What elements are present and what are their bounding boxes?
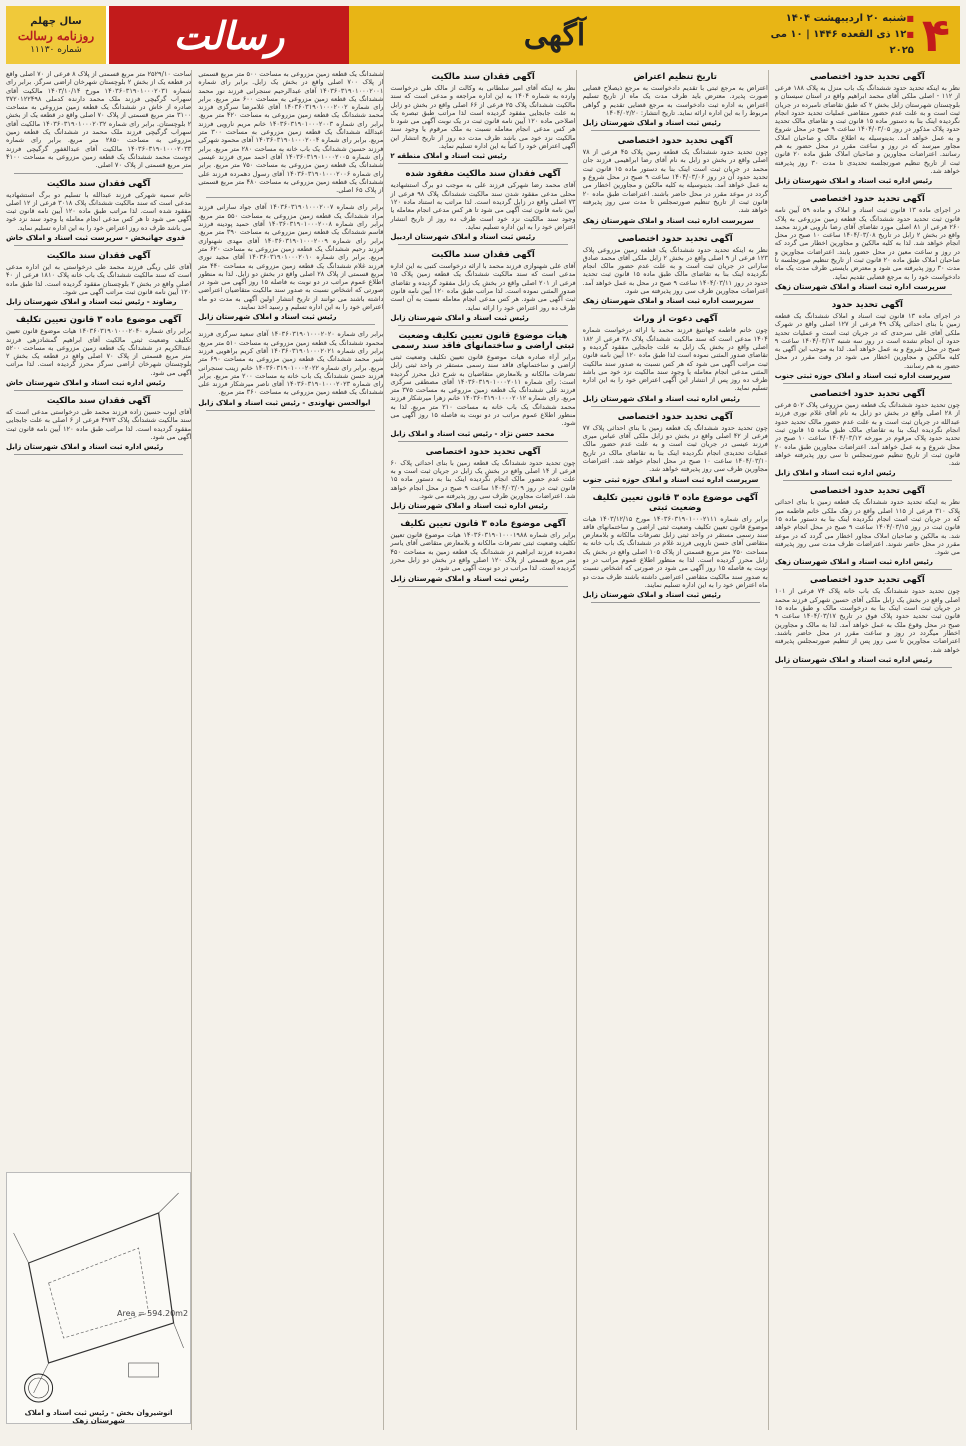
ad-body: برابر آراء صادره هیات موضوع قانون تعیین تکلیف وضعیت ثبتی اراضی و ساختمانهای فاقد سند رسمی مستقر در واحد ثبتی زابل تصرفات مالکانه و بلامعارض متقاضیان به شرح ذیل محرز گردیده است: رای شماره ۱۴۰۳۶۰۳۱۹۰۱۰۰۰۲۰۱۱ آقای مصطفی سرگزی فرزند علی ششدانگ یک قطعه زمین مزروعی به مساحت ۳۷۵ متر مربع. رای شماره ۱۴۰۳۶۰۳۱۹۰۱۰۰۰۲۰۱۲ خانم زهرا میرشکار فرزند محمد ششدانگ یک باب خانه به مساحت ۲۱۰ متر مربع. لذا به منظور اطلاع عموم مراتب در دو نوبت به فاصله ۱۵ روز آگهی می شود.	[390, 352, 576, 428]
ad-title: آگهی موضوع ماده ۳ قانون تعیین تکلیف	[400, 519, 566, 530]
ad-divider	[591, 406, 760, 407]
ad-body: خانم سمیه شهرکی فرزند عبدالله با تسلیم دو برگ استشهادیه مدعی است که سند مالکیت ششدانگ پلاک ۳۰۱۸ فرعی از ۱۲ اصلی مفقود شده است. لذا مراتب طبق ماده ۱۲۰ آیین نامه قانون ثبت آگهی می شود تا هر کس مدعی انجام معامله یا وجود سند نزد خود می باشد ظرف ده روز اعتراض خود را به این اداره تسلیم نماید.	[5, 190, 192, 232]
small-logo: روزنامه رسالت	[17, 28, 95, 43]
ad-signature: سرپرست اداره ثبت اسناد و املاک حوزه ثبتی جنوب	[774, 372, 951, 381]
ad-block	[198, 330, 383, 410]
ad-divider	[398, 163, 567, 164]
ad-block	[775, 194, 960, 295]
ad-body: برابر رای شماره ۱۴۰۳۶۰۳۱۹۰۱۰۰۰۲۰۴۰ هیات موضوع قانون تعیین تکلیف وضعیت ثبتی مالکیت آقای ابراهیم گمشادزهی فرزند عبدالکریم در ششدانگ یک قطعه زمین مزروعی به مساحت ۵۲۰۰ متر مربع قسمتی از پلاک ۷۰ اصلی واقع در قطعه یک بخش ۲ بلوچستان شهرخان اراضی سرگز محرز گردیده است. لذا مراتب آگهی می شود.	[5, 327, 192, 377]
ad-title: آگهی تحدید حدود اختصاصی	[809, 389, 925, 400]
ad-body: نظر به اینکه تحدید حدود ششدانگ یک قطعه زمین با بنای احداثی پلاک ۳۱۰ فرعی از ۱۱۵ اصلی واقع در زهک ملکی خانم فاطمه میر که در جریان ثبت است انجام نگردیده اینک بنا به دستور ماده ۱۵ قانون ثبت در روز ۱۴۰۴/۰۳/۱۵ ساعت ۹ صبح در محل انجام خواهد شد. به مالکین و صاحبان املاک مجاور اخطار می گردد که در موعد مقرر در محل حاضر شوند. اعتراضات ظرف مدت سی روز پذیرفته می شود.	[774, 498, 960, 557]
ad-signature: رئیس اداره ثبت اسناد و املاک شهرستان زابل	[5, 443, 164, 452]
ad-divider	[783, 569, 952, 570]
ad-divider	[783, 188, 952, 189]
ad-signature: رئیس اداره ثبت اسناد و املاک شهرستان زابل	[390, 502, 548, 511]
ad-block	[6, 70, 191, 174]
ad-signature: سرپرست اداره ثبت اسناد و املاک شهرستان زهک	[582, 216, 754, 225]
column-4	[198, 70, 384, 1430]
ad-body: چون تحدید حدود ششدانگ یک قطعه زمین پلاک ۴۵ فرعی از ۷۸ اصلی واقع در بخش دو زابل به نام آقای رضا ابراهیمی فرزند جان محمد در جریان ثبت است اینک بنا به دستور ماده ۱۵ قانون ثبت تحدید حدود آن در روز ۱۴۰۴/۰۳/۰۶ ساعت ۹ صبح در محل شروع و به عمل خواهد آمد. بدینوسیله به کلیه مالکین و مجاورین اخطار می گردد در موعد مقرر در محل حاضر باشند. اعتراضات طبق ماده ۲۰ قانون ثبت از تاریخ تنظیم صورتمجلس تا مدت سی روز پذیرفته خواهد شد.	[582, 148, 768, 215]
ad-signature: رئیس اداره ثبت اسناد و املاک شهرستان زابل	[774, 655, 933, 664]
ad-divider	[14, 309, 183, 310]
ad-block	[775, 575, 960, 667]
ad-body: آقای محمد رضا شهرکی فرزند علی به موجب دو برگ استشهادیه محلی مدعی مفقود شدن سند مالکیت ششدانگ پلاک ۹۸ فرعی از ۷۳ اصلی واقع در زابل گردیده است. لذا مراتب به استناد ماده ۱۲۰ آیین نامه قانون ثبت آگهی می شود تا هر کس مدعی انجام معامله یا وجود سند مالکیت نزد خود است ظرف ده روز از تاریخ انتشار اعتراض خود را به این اداره تسلیم نماید.	[390, 181, 576, 231]
ad-title: آگهی موضوع ماده ۳ قانون تعیین تکلیف وضعیت ثبتی	[592, 492, 758, 513]
ad-block	[583, 136, 768, 228]
ad-signature: رئیس ثبت اسناد و املاک شهرستان زابل	[390, 574, 529, 583]
ad-divider	[206, 410, 375, 411]
ad-signature: رئیس ثبت اسناد و املاک منطقه ۲	[390, 152, 507, 161]
ad-block	[390, 331, 575, 442]
ad-signature: فدوی جهانبخش - سرپرست ثبت اسناد و املاک خاش	[5, 234, 186, 243]
ad-divider	[591, 228, 760, 229]
ad-signature: سرپرست اداره ثبت اسناد و املاک شهرستان زهک	[774, 282, 947, 291]
ad-title: آگهی فقدان سند مالکیت	[46, 178, 151, 189]
ad-signature: ابوالحسن نهاوندی - رئیس ثبت اسناد و املاک زابل	[198, 398, 371, 407]
ad-block	[775, 72, 960, 189]
ad-block	[198, 203, 383, 325]
ad-divider	[14, 454, 183, 455]
ad-body: آقای علی ریگی فرزند محمد طی درخواستی به این اداره مدعی است که سند مالکیت ششدانگ یک باب خانه پلاک ۱۸۱۰ فرعی از ۴۰ اصلی واقع در بخش ۲ بلوچستان مفقود گردیده است. لذا طبق ماده ۱۲۰ آیین نامه قانون ثبت مراتب آگهی می شود.	[5, 263, 192, 296]
section-label: آگهی	[523, 17, 586, 53]
ad-body: برابر رای شماره ۱۴۰۳۶۰۳۱۹۰۱۰۰۰۱۹۸۸ هیات موضوع قانون تعیین تکلیف وضعیت ثبتی تصرفات مالکانه و بلامعارض متقاضی آقای یاسر دهمرده فرزند ابراهیم در ششدانگ یک قطعه زمین به مساحت ۴۵۰ متر مربع قسمتی از پلاک ۱۲۰ اصلی واقع در بخش دو زابل محرز گردیده است. لذا مراتب در دو نوبت آگهی می شود.	[390, 531, 576, 573]
ad-title: آگهی فقدان سند مالکیت	[46, 396, 151, 407]
land-map-figure	[6, 1172, 191, 1424]
ad-signature: رئیس ثبت اسناد و املاک شهرستان اردبیل	[390, 233, 536, 242]
ad-body: ساحت ۲۵۲۹/۱۰ متر مربع قسمتی از پلاک ۸ فرعی از ۷۰ اصلی واقع در قطعه یک از بخش ۲ بلوچستان شهرخان اراضی سرگز. برابر رای شماره ۱۴۰۳۶۰۳۱۹۰۱۰۰۰۲۰۳۱ مورخ ۱۴۰۳/۱۰/۱۴ مالکیت آقای سهراب گرگیچی فرزند ملک محمد دارنده کدملی ۳۷۲۰۱۲۲۴۹۸ صادره از خاش در ششدانگ یک قطعه زمین مزروعی به مساحت ۳۱۰۰ متر مربع قسمتی از پلاک ۷۰ اصلی واقع در قطعه یک از بخش ۲ بلوچستان. برابر رای شماره ۱۴۰۳۶۰۳۱۹۰۱۰۰۰۲۰۳۲ مالکیت آقای سهراب گرگیچی فرزند ملک محمد در ششدانگ یک قطعه زمین مزروعی به مساحت ۲۸۵۰ متر مربع. برابر رای شماره ۱۴۰۳۶۰۳۱۹۰۱۰۰۰۲۰۳۳ مالکیت آقای عبدالغفور گرگیچی فرزند دوست محمد ششدانگ یک قطعه زمین مزروعی به مساحت ۴۱۰۰ متر مربع قسمتی از پلاک ۷۰ اصلی.	[5, 70, 192, 170]
ad-block	[583, 72, 768, 131]
ad-block	[775, 486, 960, 570]
masthead-small	[6, 6, 109, 64]
ad-title: آگهی تحدید حدود	[831, 299, 903, 310]
ad-divider	[591, 602, 760, 603]
ad-block	[6, 251, 191, 310]
ad-title: آگهی تحدید حدود اختصاصی	[617, 411, 733, 422]
ad-signature: سرپرست اداره ثبت اسناد و املاک حوزه ثبتی جنوب	[582, 475, 759, 484]
ad-body: چون تحدید حدود ششدانگ یک قطعه زمین با بنای احداثی پلاک ۶۰ فرعی از ۱۴ اصلی واقع در بخش یک زابل در جریان ثبت است و به علت عدم حضور مالک انجام نگردیده اینک بنا به دستور ماده ۱۵ قانون ثبت در روز ۱۴۰۴/۰۳/۰۹ ساعت ۹ صبح در محل انجام خواهد شد. اعتراضات مجاورین ظرف سی روز پذیرفته می شود.	[390, 458, 576, 500]
ad-divider	[591, 308, 760, 309]
ad-title: آگهی تحدید حدود اختصاصی	[809, 575, 925, 586]
ad-signature: رئیس ثبت اسناد و املاک شهرستان زابل	[390, 313, 529, 322]
ad-signature: رئیس ثبت اسناد و املاک شهرستان زابل	[198, 313, 337, 322]
ad-divider	[398, 441, 567, 442]
column-5	[6, 70, 192, 1430]
logo-text: رسالت	[173, 12, 285, 58]
ad-divider	[398, 325, 567, 326]
ad-title: آگهی فقدان سند مالکیت مفقود شده	[405, 169, 561, 180]
ad-title: آگهی تحدید حدود اختصاصی	[809, 486, 925, 497]
ad-body: برابر رای شماره ۱۴۰۳۶۰۳۱۹۰۱۰۰۰۲۰۰۷ آقای جواد سارانی فرزند مراد ششدانگ یک قطعه زمین مزروعی به مساحت ۵۵۰ متر مربع. برابر رای شماره ۱۴۰۳۶۰۳۱۹۰۱۰۰۰۲۰۰۸ آقای حمید پودینه فرزند قاسم ششدانگ یک قطعه زمین مزروعی به مساحت ۳۹۰ متر مربع. برابر رای شماره ۱۴۰۳۶۰۳۱۹۰۱۰۰۰۲۰۰۹ آقای مهدی شهنوازی فرزند رحیم ششدانگ یک قطعه زمین مزروعی به مساحت ۶۲۰ متر مربع. برابر رای شماره ۱۴۰۳۶۰۳۱۹۰۱۰۰۰۲۰۱۰ آقای مجید نوری فرزند غلام ششدانگ یک قطعه زمین مزروعی به مساحت ۴۴۰ متر مربع قسمتی از پلاک ۲۸ اصلی واقع در بخش دو زابل. لذا به منظور اطلاع عموم مراتب در دو نوبت به فاصله ۱۵ روز آگهی می شود در صورتی که اشخاص نسبت به صدور سند مالکیت متقاضیان اعتراضی داشته باشند می توانند از تاریخ انتشار اولین آگهی به مدت دو ماه اعتراض خود را به این اداره تسلیم و رسید اخذ نمایند.	[198, 203, 384, 312]
parcel-map	[7, 1173, 190, 1423]
ad-divider	[783, 480, 952, 481]
ad-body: نظر به اینکه تحدید حدود ششدانگ یک باب منزل به پلاک ۱۸۸ فرعی از ۱۱۲ - اصلی ملکی آقای محمد ابراهیم واقع در استان سیستان و بلوچستان شهرستان زابل بخش ۲ که طبق تقاضای نامبرده در جریان ثبت است و به علت عدم حضور متقاضی عملیات تحدید حدود انجام نگردیده اینک بنا به دستور ماده ۱۵ قانون ثبت و تقاضای مالک تحدید حدود پلاک مذکور در روز ۱۴۰۴/۰۳/۰۵ ساعت ۹ صبح در محل شروع و به عمل خواهد آمد. بدینوسیله به اطلاع مالک و صاحبان املاک مجاور میرسد که در روز و ساعت مقرر در محل حضور به هم رسانند. اعتراضات مجاورین و صاحبان املاک طبق ماده ۲۰ قانون ثبت از تاریخ تنظیم صورتجلسه تحدیدی تا مدت ۳۰ روز پذیرفته خواهد شد.	[774, 84, 960, 175]
ad-body: ششدانگ یک قطعه زمین مزروعی به مساحت ۵۰۰ متر مربع قسمتی از پلاک ۷۰۰ اصلی واقع در بخش یک زابل. برابر رای شماره ۱۴۰۳۶۰۳۱۹۰۱۰۰۰۲۰۰۱ آقای عبدالرحیم سنجرانی فرزند نور محمد ششدانگ یک قطعه زمین مزروعی به مساحت ۶۰۰ متر مربع. برابر رای شماره ۱۴۰۳۶۰۳۱۹۰۱۰۰۰۲۰۰۲ آقای غلامرضا سرگزی فرزند محمد ششدانگ یک قطعه زمین مزروعی به مساحت ۴۲۰ متر مربع. برابر رای شماره ۱۴۰۳۶۰۳۱۹۰۱۰۰۰۲۰۰۳ خانم مریم نارویی فرزند عبدالله ششدانگ یک قطعه زمین مزروعی به مساحت ۳۰۰ متر مربع. برابر رای شماره ۱۴۰۳۶۰۳۱۹۰۱۰۰۰۲۰۰۴ آقای محمود شهرکی فرزند حسین ششدانگ یک باب خانه به مساحت ۲۸۰ متر مربع. برابر رای شماره ۱۴۰۳۶۰۳۱۹۰۱۰۰۰۲۰۰۵ آقای احمد میری فرزند عیسی ششدانگ یک قطعه زمین مزروعی به مساحت ۷۵۰ متر مربع. برابر رای شماره ۱۴۰۳۶۰۳۱۹۰۱۰۰۰۲۰۰۶ آقای رسول دهمرده فرزند علی ششدانگ یک قطعه زمین مزروعی به مساحت ۴۸۰ متر مربع قسمتی از پلاک ۶۵ اصلی.	[198, 70, 384, 195]
newspaper-page	[0, 6, 966, 1446]
ad-block	[390, 72, 575, 164]
ad-title: آگهی تحدید حدود اختصاصی	[425, 446, 541, 457]
ad-title: آگهی فقدان سند مالکیت	[431, 250, 535, 261]
ad-divider	[591, 487, 760, 488]
ad-body: چون تحدید حدود ششدانگ یک قطعه زمین با بنای احداثی پلاک ۷۷ فرعی از ۴۲ اصلی واقع در بخش دو زابل ملکی آقای عباس میری فرزند عیسی در جریان ثبت است و به علت عدم حضور مالک عملیات تحدیدی انجام نگردیده اینک بنا به تقاضای مالک در تاریخ ۱۴۰۴/۰۳/۱۰ ساعت ۱۰ صبح در محل انجام خواهد شد. اعتراضات مجاورین ظرف سی روز پذیرفته خواهد شد.	[582, 423, 768, 474]
ad-body: نظر به اینکه تحدید حدود ششدانگ یک قطعه زمین مزروعی پلاک ۱۲۳ فرعی از ۹ اصلی واقع در بخش ۲ زابل ملکی آقای محمد صادق سارانی در جریان ثبت است و به علت عدم حضور مالک انجام نگردیده اینک بنا به تقاضای مالک طبق ماده ۱۵ قانون ثبت تحدید حدود در روز ۱۴۰۴/۰۳/۱۱ ساعت ۹ صبح در محل به عمل خواهد آمد. اعتراضات مجاورین ظرف سی روز پذیرفته می شود.	[582, 245, 768, 296]
ad-block	[390, 447, 575, 514]
ad-body: چون خانم فاطمه جهانتیغ فرزند محمد با ارائه درخواست شماره ۱۴۰۴ مدعی است که سند مالکیت ششدانگ پلاک ۳۸ فرعی از ۱۸۲ اصلی واقع در بخش یک زابل به علت جابجایی مفقود گردیده و تقاضای صدور المثنی نموده است لذا طبق ماده ۱۲۰ آیین نامه قانون ثبت مراتب آگهی می شود که هر کس نسبت به صدور سند مالکیت المثنی مدعی انجام معامله یا وجود سند مالکیت نزد خود می باشد ظرف ده روز پس از انتشار این آگهی اعتراض خود را به این اداره تسلیم نماید.	[582, 326, 768, 393]
ad-block	[775, 389, 960, 481]
ad-divider	[783, 294, 952, 295]
ad-block	[583, 493, 768, 604]
ad-block	[390, 519, 575, 586]
ad-block	[390, 169, 575, 245]
section-title	[349, 6, 760, 64]
ad-title: آگهی دعوت از وراث	[632, 314, 718, 325]
ad-title: آگهی موضوع ماده ۳ قانون تعیین تکلیف	[16, 315, 182, 326]
ad-block	[583, 412, 768, 488]
ad-divider	[398, 244, 567, 245]
ad-title: آگهی تحدید حدود اختصاصی	[617, 136, 733, 147]
ad-title: آگهی تحدید حدود اختصاصی	[809, 72, 925, 82]
ad-body: چون تحدید حدود ششدانگ یک باب خانه پلاک ۷۴ فرعی از ۱۰۱ اصلی واقع در بخش یک زابل ملکی آقای حسین شهرکی فرزند محمد در جریان ثبت است اینک بنا به درخواست مالک و طبق ماده ۱۵ قانون ثبت تحدید حدود پلاک فوق در تاریخ ۱۴۰۴/۰۳/۱۷ ساعت ۹ صبح در محل وقوع ملک به عمل خواهد آمد. لذا به مالک و مجاورین اخطار میگردد در روز و ساعت مقرر در محل حاضر باشند. اعتراضات مجاورین تا سی روز پس از تنظیم صورتمجلس پذیرفته خواهد شد.	[774, 587, 960, 654]
ad-divider	[591, 130, 760, 131]
ad-divider	[206, 324, 375, 325]
ad-signature: محمد حسن نژاد - رئیس ثبت اسناد و املاک زابل	[390, 429, 555, 438]
ad-divider	[398, 513, 567, 514]
area-label: Area = 594.20m2	[116, 1309, 189, 1318]
ad-block	[6, 396, 191, 455]
ad-body: آقای علی شهنوازی فرزند محمد با ارائه درخواست کتبی به این اداره مدعی است که سند مالکیت ششدانگ یک قطعه زمین پلاک ۱۵ فرعی از ۲۰۱ اصلی واقع در بخش یک زابل مفقود گردیده و تقاضای صدور المثنی نموده است. لذا مراتب طبق ماده ۱۲۰ آیین نامه قانون ثبت آگهی می شود. هر کس مدعی انجام معامله نسبت به آن است ظرف ده روز اعتراض خود را ارائه نماید.	[390, 262, 576, 312]
ad-body: اعتراض به مرجع ثبتی با تقدیم دادخواست به مرجع ذیصلاح قضایی صورت پذیرد. معترض باید ظرف مدت یک ماه از تاریخ تسلیم اعتراض به اداره ثبت دادخواست به مرجع قضایی تقدیم و گواهی مربوط را به این اداره ارائه نماید. تاریخ انتشار: ۱۴۰۴/۰۲/۲۰	[582, 84, 768, 117]
ad-divider	[783, 667, 952, 668]
date-line-1: ■ شنبه ۲۰ اردیبهشت ۱۴۰۴	[760, 11, 914, 27]
ad-body: نظر به اینکه آقای امیر سلطانی به وکالت از مالک طی درخواست وارده به شماره ۱۴۰۴ به این اداره مراجعه و مدعی است که سند مالکیت ششدانگ پلاک ۲۵ فرعی از ۶۶ اصلی واقع در بخش دو زابل به علت جابجایی مفقود گردیده است لذا مراتب طبق تبصره یک اصلاحی ماده ۱۲۰ آیین نامه قانون ثبت در یک نوبت آگهی می شود تا هر کس مدعی انجام معامله نسبت به ملک مرقوم یا وجود سند مالکیت نزد خود می باشد ظرف مدت ده روز از تاریخ انتشار این آگهی اعتراض خود را کتباً به این اداره تسلیم نماید.	[390, 84, 576, 151]
ad-title: آگهی فقدان سند مالکیت	[431, 72, 535, 82]
ad-block	[198, 70, 383, 198]
issue-number: شماره ۱۱۱۳۰	[30, 44, 82, 55]
ad-signature: رئیس اداره ثبت اسناد و املاک زابل	[774, 469, 896, 478]
figure-signature: انوشیروان بخش - رئیس ثبت اسناد و املاک شهرستان زهک	[24, 1409, 173, 1425]
ad-body: در اجرای ماده ۱۳ قانون ثبت اسناد و املاک و ماده ۵۹ آیین نامه قانون ثبت تحدید حدود ششدانگ یک قطعه زمین مزروعی به پلاک ۲۶۰ فرعی از ۸۱ اصلی مورد تقاضای آقای رضا نارویی فرزند محمد واقع در بخش ۲ زابل در تاریخ ۱۴۰۴/۰۳/۰۸ ساعت ۱۰ صبح در محل انجام خواهد شد. لذا به کلیه مالکین و مجاورین اخطار می گردد که در روز و ساعت معین در محل حضور یابند. اعتراضات مجاورین و صاحبان املاک طبق ماده ۲۰ قانون ثبت از تاریخ تنظیم صورتجلسه تا مدت ۳۰ روز پذیرفته می شود و معترض بایستی ظرف مدت یک ماه دادخواست خود را به مرجع قضایی تقدیم نماید.	[774, 206, 960, 281]
column-1	[775, 70, 960, 1430]
ad-block	[583, 314, 768, 406]
ad-body: برابر رای شماره ۱۴۰۳۶۰۳۱۹۰۱۰۰۰۲۱۱۱ مورخ ۱۴۰۳/۱۲/۱۵ هیات موضوع قانون تعیین تکلیف وضعیت ثبتی اراضی و ساختمانهای فاقد سند رسمی مستقر در واحد ثبتی زابل تصرفات مالکانه و بلامعارض متقاضی آقای حسن نارویی فرزند غلام در ششدانگ یک باب خانه به مساحت ۲۵۰ متر مربع قسمتی از پلاک ۱۰۵ اصلی واقع در بخش یک زابل محرز گردیده است. لذا به منظور اطلاع عموم مراتب در دو نوبت به فاصله ۱۵ روز آگهی می شود در صورتی که اشخاص نسبت به صدور سند مالکیت متقاضی اعتراضی داشته باشند ظرف مدت دو ماه اعتراض خود را به این اداره تسلیم نمایند.	[582, 514, 768, 589]
ad-body: چون تحدید حدود ششدانگ یک قطعه زمین مزروعی پلاک ۵۰۲ فرعی از ۲۸ اصلی واقع در بخش دو زابل به نام آقای غلام نوری فرزند عبدالله در جریان ثبت است و به علت عدم حضور مالک تحدید حدود انجام نگردیده اینک بنا به تقاضای مالک طبق ماده ۱۵ قانون ثبت تحدید حدود پلاک مرقوم در مورخه ۱۴۰۴/۰۳/۱۲ ساعت ۱۰ صبح در محل شروع و به عمل خواهد آمد. اعتراضات مجاورین طبق ماده ۲۰ قانون ثبت از تاریخ تنظیم صورتمجلس تا سی روز پذیرفته خواهد شد.	[774, 401, 960, 468]
page-header	[6, 6, 960, 64]
ad-block	[583, 234, 768, 310]
ad-divider	[783, 383, 952, 384]
ad-body: در اجرای ماده ۱۳ قانون ثبت اسناد و املاک ششدانگ یک قطعه زمین با بنای احداثی پلاک ۴۹ فرعی از ۱۲۷ اصلی واقع در شهرک ملکی آقای علی سرحدی که در جریان ثبت است و عملیات تحدید حدود آن انجام نشده است در روز سه شنبه ۱۴۰۴/۰۳/۱۳ ساعت ۹ صبح در محل شروع و به عمل خواهد آمد. لذا به موجب این آگهی به کلیه مالکین و مجاورین اخطار می شود در وقت مقرر در محل حضور به هم رسانند.	[774, 311, 960, 370]
ad-block	[775, 300, 960, 384]
ad-title: آگهی تحدید حدود اختصاصی	[809, 194, 925, 205]
ad-block	[6, 179, 191, 246]
ad-block	[6, 315, 191, 391]
column-2	[583, 70, 769, 1430]
ad-signature: رضاوند - رئیس ثبت اسناد و املاک شهرستان زابل	[5, 298, 177, 307]
ad-title: آگهی فقدان سند مالکیت	[46, 251, 151, 262]
ad-divider	[206, 197, 375, 198]
ad-columns	[6, 70, 960, 1430]
year-label: سال چهلم	[30, 15, 82, 27]
newspaper-logo	[109, 6, 349, 64]
ad-divider	[14, 173, 183, 174]
ad-signature: رئیس ثبت اسناد و املاک شهرستان زابل	[582, 591, 721, 600]
ad-block	[390, 250, 575, 326]
date-line-2: ■ ۱۲ ذی القعده ۱۴۴۶ | ۱۰ می ۲۰۲۵	[760, 27, 914, 59]
ad-title: هیات موضوع قانون تعیین تکلیف وضعیت ثبتی اراضی و ساختمانهای فاقد سند رسمی	[391, 330, 575, 351]
ad-divider	[398, 586, 567, 587]
ad-divider	[14, 245, 183, 246]
ad-signature: سرپرست اداره ثبت اسناد و املاک شهرستان زهک	[582, 297, 754, 306]
date-block	[760, 6, 960, 64]
ad-body: برابر رای شماره ۱۴۰۳۶۰۳۱۹۰۱۰۰۰۲۰۲۰ آقای سعید سرگزی فرزند محمود ششدانگ یک قطعه زمین مزروعی به مساحت ۵۱۰ متر مربع. برابر رای شماره ۱۴۰۳۶۰۳۱۹۰۱۰۰۰۲۰۲۱ آقای کریم براهویی فرزند شیر محمد ششدانگ یک قطعه زمین مزروعی به مساحت ۶۹۰ متر مربع. برابر رای شماره ۱۴۰۳۶۰۳۱۹۰۱۰۰۰۲۰۲۲ خانم زینب سنجرانی فرزند حسن ششدانگ یک باب خانه به مساحت ۲۰۰ متر مربع. برابر رای شماره ۱۴۰۳۶۰۳۱۹۰۱۰۰۰۲۰۲۳ آقای ناصر میرشکار فرزند علی ششدانگ یک قطعه زمین مزروعی به مساحت ۳۶۰ متر مربع.	[198, 330, 384, 397]
ad-title: آگهی تحدید حدود اختصاصی	[617, 233, 733, 244]
ad-signature: رئیس اداره ثبت اسناد و املاک شهرستان زابل	[582, 394, 740, 403]
page-number: ۴	[921, 8, 950, 62]
ad-divider	[14, 390, 183, 391]
ad-signature: رئیس ثبت اسناد و املاک شهرستان زابل	[582, 119, 721, 128]
ad-body: آقای ایوب حسین زاده فرزند محمد طی درخواستی مدعی است که سند مالکیت ششدانگ پلاک ۴۹۷۳ فرعی از ۶ اصلی به علت جابجایی مفقود گردیده است. لذا مراتب طبق ماده ۱۲۰ آیین نامه قانون ثبت آگهی می شود.	[5, 408, 192, 441]
column-3	[390, 70, 576, 1430]
ad-signature: رئیس اداره ثبت اسناد و املاک شهرستان زهک	[774, 558, 933, 567]
ad-title: تاریخ تنظیم اعتراض	[633, 72, 717, 82]
ad-signature: رئیس اداره ثبت اسناد و املاک شهرستان زابل	[774, 177, 933, 186]
dates	[760, 11, 914, 59]
ad-signature: رئیس اداره ثبت اسناد و املاک شهرستان خاش	[5, 379, 166, 388]
